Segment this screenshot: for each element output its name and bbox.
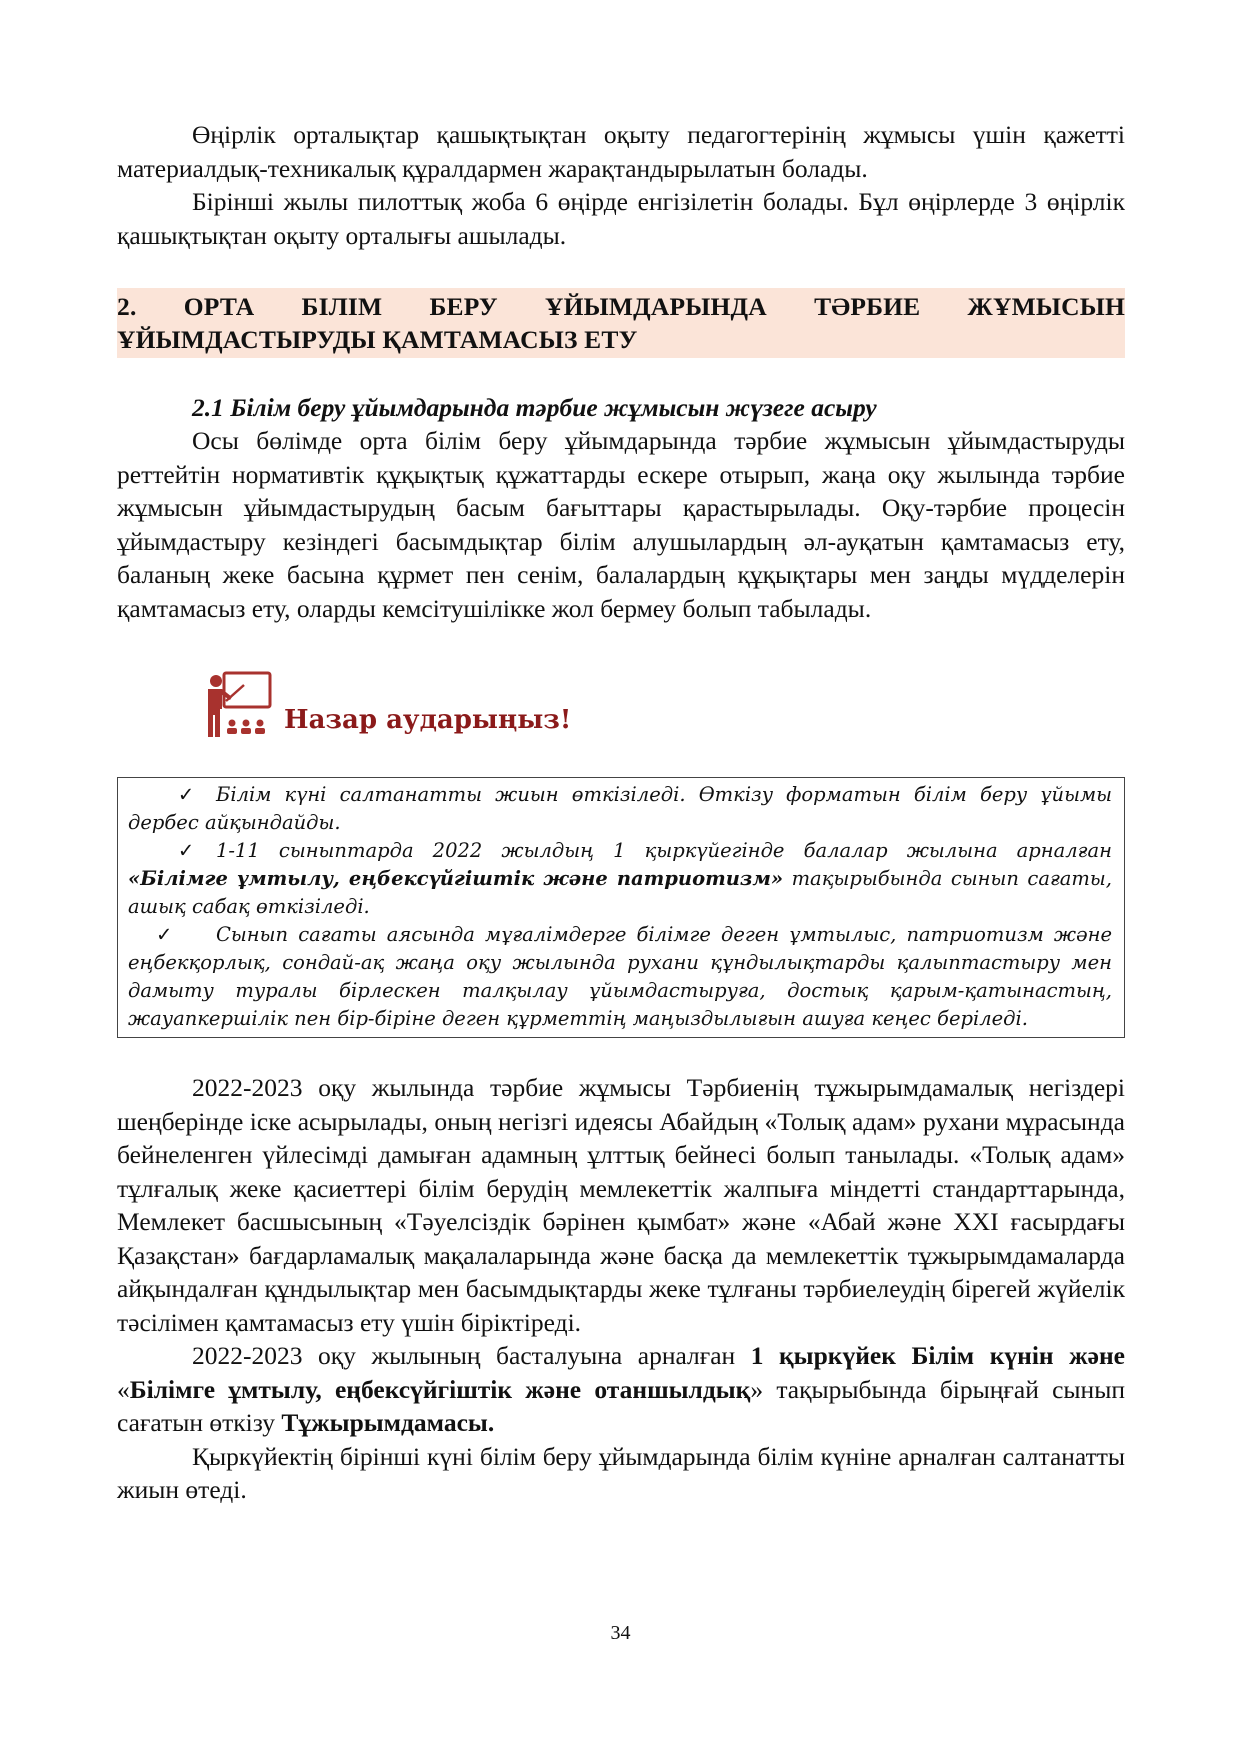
body-text: » тақырыбында бірыңғай сынып сағатын өткізу — [117, 1374, 1125, 1437]
body-paragraph-3: Қыркүйектің бірінші күні білім беру ұйымдарында білім күніне арналған салтанатты жиын өтеді. — [117, 1441, 1125, 1504]
document-page — [117, 118, 1125, 1507]
intro-paragraph-2: Бірінші жылы пилоттық жоба 6 өңірде енгізілетін болады. Бұл өңірлерде 3 өңірлік қашықтықтан оқыту орталығы ашылады. — [117, 187, 1125, 250]
notice-item — [128, 781, 1112, 837]
body-bold-text: Тұжырымдамасы. — [281, 1408, 495, 1437]
notice-item — [128, 921, 1112, 1033]
checkmark-icon: ✓ — [156, 923, 173, 946]
section-heading: 2. ОРТА БІЛІМ БЕРУ ҰЙЫМДАРЫНДА ТӘРБИЕ ЖҰМЫСЫН ҰЙЫМДАСТЫРУДЫ ҚАМТАМАСЫЗ ЕТУ — [117, 288, 1125, 358]
notice-title: Назар аударыңыз! — [284, 705, 572, 735]
notice-item-text: Сынып сағаты аясында мұғалімдерге білімге деген ұмтылыс, патриотизм және еңбекқорлық, сондай-ақ жаңа оқу жылында рухани құндылықтарды қалыптастыру мен дамыту туралы бірлескен талқылау ұйымдастыруға, достық қарым-қатынастың, жауапкершілік пен бір-біріне деген құрметтің маңыздылығын ашуға кеңес беріледі. — [128, 923, 1112, 1030]
notice-item-bold-text: «Білімге ұмтылу, еңбексүйгіштік және патриотизм» — [128, 867, 784, 890]
notice-box — [117, 777, 1125, 1038]
body-text: 2022-2023 оқу жылының басталуына арналған — [192, 1341, 751, 1370]
notice-item-text: тақырыбында сынып сағаты, ашық сабақ өткізіледі. — [128, 867, 1113, 918]
body-text: « — [117, 1374, 130, 1404]
notice-item-text: 1-11 сыныптарда 2022 жылдың 1 қыркүйегінде балалар жылына арналған — [216, 839, 1112, 862]
page-number: 34 — [610, 1622, 631, 1644]
section-paragraph-1: Осы бөлімде орта білім беру ұйымдарында тәрбие жұмысын ұйымдастыруды реттейтін нормативтік құқықтық құжаттарды ескере отырып, жаңа оқу жылында тәрбие жұмысын ұйымдастырудың басым бағыттары қарастырылады. Оқу-тәрбие процесін ұйымдастыру кезіндегі басымдықтар білім алушылардың әл-ауқатын қамтамасыз ету, баланың жеке басына құрмет пен сенім, балалардың құқықтары мен заңды мүдделерін қамтамасыз ету, оларды кемсітушілікке жол бермеу болып табылады. — [117, 426, 1125, 623]
checkmark-icon: ✓ — [177, 783, 195, 806]
body-bold-text: Білімге ұмтылу, еңбексүйгіштік және отаншылдық — [129, 1374, 751, 1404]
notice-item — [128, 837, 1112, 921]
body-paragraph-2 — [117, 1339, 1125, 1440]
subsection-heading: 2.1 Білім беру ұйымдарында тәрбие жұмысын жүзеге асыру — [192, 393, 877, 422]
teacher-presentation-icon — [204, 671, 274, 739]
notice-item-text: Білім күні салтанатты жиын өткізіледі. Өткізу форматын білім беру ұйымы дербес айқындайды. — [128, 783, 1112, 834]
notice-banner — [204, 659, 1125, 739]
intro-paragraph-1: Өңірлік орталықтар қашықтықтан оқыту педагогтерінің жұмысы үшін қажетті материалдық-техникалық құралдармен жарақтандырылатын болады. — [117, 120, 1125, 183]
checkmark-icon: ✓ — [177, 839, 195, 862]
body-paragraph-1: 2022-2023 оқу жылында тәрбие жұмысы Тәрбиенің тұжырымдамалық негіздері шеңберінде іске асырылады, оның негізгі идеясы Абайдың «Толық адам» рухани мұрасында бейнеленген үйлесімді дамыған адамның ұлттық бейнесі болып танылады. «Толық адам» тұлғалық жеке қасиеттері білім берудің мемлекеттік жалпыға міндетті стандарттарында, Мемлекет басшысының «Тәуелсіздік бәрінен қымбат» және «Абай және XXI ғасырдағы Қазақстан» бағдарламалық мақалаларында және басқа да мемлекеттік тұжырымдамаларда айқындалған құндылықтар мен басымдықтарды жеке тұлғаны тәрбиелеудің бірегей жүйелік тәсілімен қамтамасыз ету үшін біріктіреді. — [117, 1073, 1125, 1337]
body-bold-text: 1 қыркүйек Білім күнін және — [750, 1341, 1125, 1370]
